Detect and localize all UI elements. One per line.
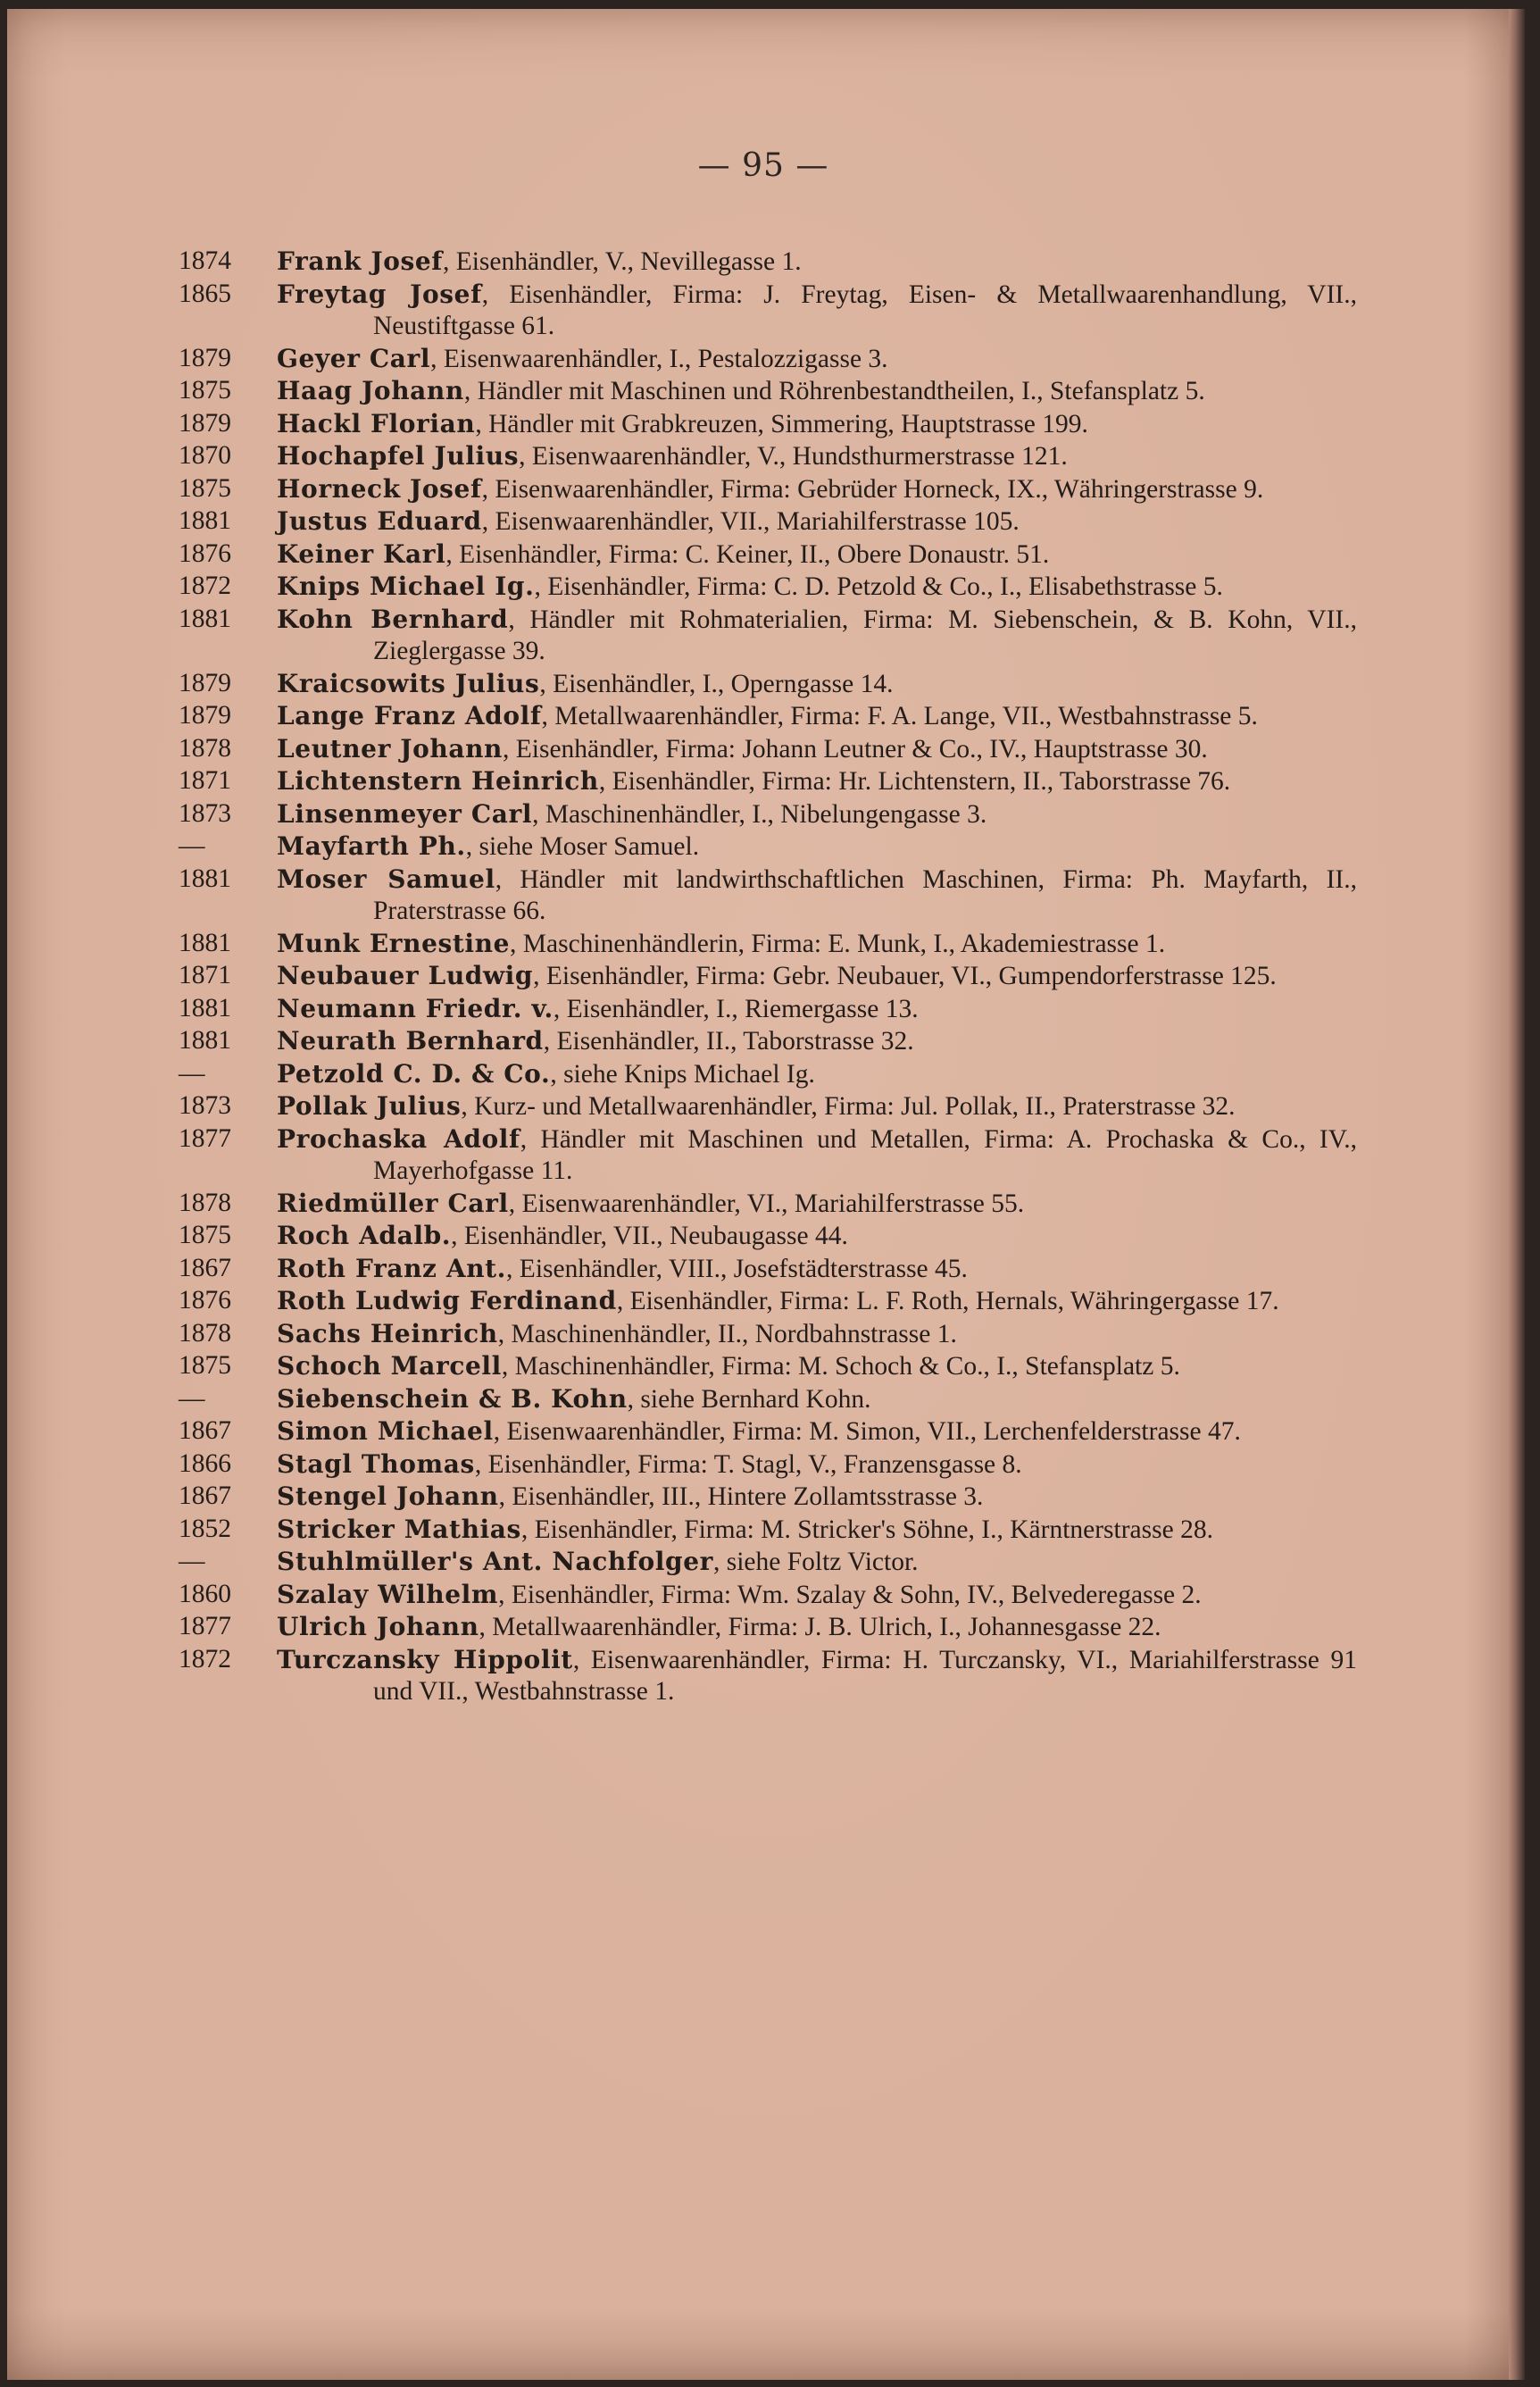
entry-year: 1881 <box>179 1026 231 1055</box>
entry-description: , Maschinenhändler, II., Nordbahnstrasse 1. <box>497 1319 957 1348</box>
entry-name: Horneck Josef <box>277 473 482 504</box>
entry-description: , Eisenhändler, Firma: Wm. Szalay & Sohn, IV., Belvederegasse 2. <box>498 1580 1202 1609</box>
directory-entry <box>179 928 1357 961</box>
entry-name: Lange Franz Adolf <box>277 701 542 730</box>
entry-name: Hackl Florian <box>277 408 476 438</box>
directory-entry <box>179 1481 1357 1514</box>
entry-name: Pollak Julius <box>277 1091 462 1121</box>
entry-text <box>277 1058 1357 1091</box>
directory-entry <box>179 733 1357 766</box>
entry-text <box>277 505 1357 538</box>
entry-description: , Händler mit Rohmaterialien, Firma: M. Siebenschein, & B. Kohn, VII., Zieglergasse 39. <box>373 605 1357 665</box>
directory-entry <box>179 864 1357 928</box>
entry-description: , Eisenhändler, I., Operngasse 14. <box>539 669 894 698</box>
entry-year: 1871 <box>179 961 231 989</box>
entry-year: 1876 <box>179 538 231 568</box>
entry-description: , Eisenwaarenhändler, Firma: M. Simon, VII., Lerchenfelderstrasse 47. <box>493 1417 1241 1446</box>
entry-text <box>277 343 1357 376</box>
entry-description: , Maschinenhändler, I., Nibelungengasse 3. <box>532 799 987 829</box>
entry-text <box>277 1350 1357 1383</box>
entry-year: 1878 <box>179 1188 231 1217</box>
entry-name: Kraicsowits Julius <box>277 668 540 698</box>
directory-entry <box>179 246 1357 279</box>
entry-year: 1852 <box>179 1514 231 1543</box>
entry-year: 1881 <box>179 993 231 1022</box>
entry-name: Keiner Karl <box>277 538 446 569</box>
entry-description: , siehe Bernhard Kohn. <box>627 1384 871 1414</box>
entry-text <box>277 1448 1357 1481</box>
entry-year: 1881 <box>179 604 231 633</box>
entry-description: , Eisenwaarenhändler, I., Pestalozzigasse 3. <box>430 344 888 373</box>
entry-description: , Maschinenhändlerin, Firma: E. Munk, I., Akademiestrasse 1. <box>510 929 1166 958</box>
entry-year: 1876 <box>179 1286 231 1315</box>
entry-year: 1877 <box>179 1612 231 1640</box>
entry-description: , Eisenwaarenhändler, VII., Mariahilferstrasse 105. <box>481 507 1020 536</box>
directory-entry <box>179 408 1357 441</box>
entry-text <box>277 1644 1357 1708</box>
entry-description: , Eisenhändler, II., Taborstrasse 32. <box>543 1027 914 1056</box>
entry-text <box>277 1546 1357 1579</box>
entry-name: Haag Johann <box>277 376 464 405</box>
directory-entry <box>179 1514 1357 1547</box>
entry-description: , Eisenhändler, Firma: Johann Leutner & Co., IV., Hauptstrasse 30. <box>503 734 1208 764</box>
directory-entry <box>179 505 1357 538</box>
entry-text <box>277 408 1357 441</box>
directory-entry <box>179 571 1357 604</box>
entry-description: , Eisenwaarenhändler, Firma: H. Turczansky, VI., Mariahilferstrasse 91 und VII., Westbahnstrasse 1. <box>373 1645 1357 1706</box>
directory-entry <box>179 830 1357 864</box>
entry-text <box>277 700 1357 733</box>
entry-text <box>277 440 1357 473</box>
entry-text <box>277 1220 1357 1253</box>
entry-name: Stricker Mathias <box>277 1514 521 1544</box>
entry-name: Stagl Thomas <box>277 1448 475 1479</box>
directory-list <box>179 246 1357 1708</box>
entry-year: 1879 <box>179 701 231 730</box>
entry-description: , Eisenhändler, III., Hintere Zollamtsstrasse 3. <box>498 1482 984 1511</box>
entry-description: , siehe Knips Michael Ig. <box>550 1059 815 1089</box>
entry-year: 1874 <box>179 246 231 275</box>
directory-entry <box>179 1188 1357 1221</box>
entry-description: , Eisenhändler, VIII., Josefstädterstrasse 45. <box>506 1254 968 1283</box>
entry-name: Schoch Marcell <box>277 1351 502 1381</box>
entry-year: 1875 <box>179 1221 231 1249</box>
directory-entry <box>179 1546 1357 1579</box>
directory-entry <box>179 279 1357 343</box>
page-number: — 95 — <box>697 147 829 184</box>
entry-text <box>277 1481 1357 1514</box>
entry-year: 1860 <box>179 1579 231 1608</box>
entry-name: Neurath Bernhard <box>277 1026 544 1056</box>
entry-description: , Eisenhändler, Firma: C. Keiner, II., Obere Donaustr. 51. <box>445 539 1050 569</box>
directory-entry <box>179 538 1357 572</box>
entry-year: 1870 <box>179 441 231 470</box>
entry-description: , Maschinenhändler, Firma: M. Schoch & Co., I., Stefansplatz 5. <box>501 1352 1180 1381</box>
directory-entry <box>179 473 1357 506</box>
entry-text <box>277 993 1357 1026</box>
entry-name: Leutner Johann <box>277 733 504 764</box>
directory-entry <box>179 1611 1357 1644</box>
entry-description: , Händler mit Maschinen und Röhrenbestandtheilen, I., Stefansplatz 5. <box>463 377 1205 405</box>
entry-name: Roth Franz Ant. <box>277 1253 507 1283</box>
entry-text <box>277 765 1357 798</box>
entry-name: Neumann Friedr. v. <box>277 993 554 1023</box>
entry-text <box>277 1123 1357 1188</box>
entry-year: 1881 <box>179 506 231 535</box>
entry-year: 1881 <box>179 928 231 957</box>
entry-text <box>277 571 1357 604</box>
entry-name: Stengel Johann <box>277 1481 499 1511</box>
directory-entry <box>179 765 1357 798</box>
entry-name: Roth Ludwig Ferdinand <box>277 1286 617 1315</box>
directory-entry <box>179 1123 1357 1188</box>
entry-description: , Eisenhändler, Firma: Hr. Lichtenstern, II., Taborstrasse 76. <box>598 767 1231 796</box>
entry-text <box>277 1383 1357 1416</box>
entry-description: , Eisenhändler, Firma: L. F. Roth, Hernals, Währingergasse 17. <box>616 1287 1279 1315</box>
entry-year: 1872 <box>179 572 231 600</box>
entry-year: 1865 <box>179 279 231 308</box>
entry-text <box>277 928 1357 961</box>
directory-entry <box>179 1415 1357 1448</box>
entry-name: Munk Ernestine <box>277 928 511 958</box>
entry-year: — <box>179 1547 205 1575</box>
entry-year: 1866 <box>179 1448 231 1478</box>
directory-entry <box>179 668 1357 701</box>
entry-name: Freytag Josef <box>277 279 482 309</box>
directory-entry <box>179 1025 1357 1058</box>
entry-name: Linsenmeyer Carl <box>277 798 533 829</box>
directory-entry <box>179 1644 1357 1708</box>
entry-description: , Eisenhändler, Firma: Gebr. Neubauer, VI., Gumpendorferstrasse 125. <box>533 962 1277 990</box>
entry-text <box>277 538 1357 572</box>
entry-text <box>277 1188 1357 1221</box>
directory-entry <box>179 604 1357 668</box>
directory-entry <box>179 1253 1357 1286</box>
entry-description: , Händler mit landwirthschaftlichen Maschinen, Firma: Ph. Mayfarth, II., Praterstrasse 66. <box>373 864 1357 925</box>
entry-year: 1872 <box>179 1644 231 1673</box>
directory-entry <box>179 993 1357 1026</box>
entry-name: Mayfarth Ph. <box>277 831 466 861</box>
entry-year: 1873 <box>179 798 231 828</box>
directory-entry <box>179 1058 1357 1091</box>
entry-name: Petzold C. D. & Co. <box>277 1058 551 1089</box>
entry-description: , Kurz- und Metallwaarenhändler, Firma: Jul. Pollak, II., Praterstrasse 32. <box>461 1092 1236 1121</box>
entry-description: , Eisenhändler, Firma: T. Stagl, V., Franzensgasse 8. <box>474 1449 1022 1479</box>
entry-text <box>277 798 1357 831</box>
entry-description: , Eisenwaarenhändler, V., Hundsthurmerstrasse 121. <box>519 442 1068 471</box>
entry-description: , Händler mit Grabkreuzen, Simmering, Hauptstrasse 199. <box>475 409 1088 438</box>
entry-name: Siebenschein & B. Kohn <box>277 1383 628 1414</box>
entry-text <box>277 960 1357 993</box>
entry-year: 1867 <box>179 1481 231 1510</box>
entry-text <box>277 1415 1357 1448</box>
entry-text <box>277 473 1357 506</box>
entry-name: Stuhlmüller's Ant. Nachfolger <box>277 1547 713 1576</box>
entry-text <box>277 830 1357 864</box>
entry-year: 1879 <box>179 668 231 697</box>
entry-name: Szalay Wilhelm <box>277 1579 499 1609</box>
entry-description: , Eisenhändler, Firma: J. Freytag, Eisen- & Metallwaarenhandlung, VII., Neustiftgasse 61. <box>373 280 1357 340</box>
entry-year: 1877 <box>179 1123 231 1153</box>
entry-name: Prochaska Adolf <box>277 1123 520 1154</box>
entry-name: Sachs Heinrich <box>277 1318 498 1348</box>
directory-entry <box>179 1383 1357 1416</box>
directory-entry <box>179 343 1357 376</box>
entry-description: , Eisenhändler, V., Nevillegasse 1. <box>442 247 802 276</box>
entry-year: 1878 <box>179 1318 231 1348</box>
entry-text <box>277 1514 1357 1547</box>
entry-text <box>277 1318 1357 1351</box>
entry-description: , Händler mit Maschinen und Metallen, Firma: A. Prochaska & Co., IV., Mayerhofgasse 11. <box>373 1124 1357 1185</box>
entry-description: , Eisenwaarenhändler, Firma: Gebrüder Horneck, IX., Währingerstrasse 9. <box>481 474 1264 504</box>
book-spine-shadow <box>1509 9 1525 2380</box>
entry-year: 1871 <box>179 766 231 795</box>
entry-text <box>277 279 1357 343</box>
entry-description: , Eisenhändler, I., Riemergasse 13. <box>553 994 919 1023</box>
entry-text <box>277 733 1357 766</box>
entry-year: 1867 <box>179 1253 231 1282</box>
entry-text <box>277 1025 1357 1058</box>
directory-entry <box>179 960 1357 993</box>
entry-description: , Eisenwaarenhändler, VI., Mariahilferstrasse 55. <box>508 1189 1025 1218</box>
entry-description: , Metallwaarenhändler, Firma: F. A. Lange, VII., Westbahnstrasse 5. <box>541 702 1258 730</box>
entry-year: — <box>179 831 205 860</box>
entry-year: 1873 <box>179 1091 231 1120</box>
entry-name: Frank Josef <box>277 246 443 276</box>
entry-year: 1878 <box>179 733 231 763</box>
entry-description: , siehe Moser Samuel. <box>465 832 700 861</box>
directory-entry <box>179 1579 1357 1612</box>
directory-entry <box>179 700 1357 733</box>
entry-year: 1879 <box>179 343 231 372</box>
entry-text <box>277 1090 1357 1123</box>
entry-name: Turczansky Hippolit <box>277 1644 573 1674</box>
directory-entry <box>179 375 1357 408</box>
directory-entry <box>179 1090 1357 1123</box>
directory-entry <box>179 1285 1357 1318</box>
entry-name: Justus Eduard <box>277 506 482 536</box>
entry-name: Ulrich Johann <box>277 1612 479 1641</box>
entry-name: Hochapfel Julius <box>277 441 520 471</box>
entry-name: Geyer Carl <box>277 343 431 373</box>
entry-name: Moser Samuel <box>277 864 495 894</box>
entry-name: Kohn Bernhard <box>277 604 509 634</box>
entry-text <box>277 246 1357 279</box>
entry-text <box>277 864 1357 928</box>
entry-name: Lichtenstern Heinrich <box>277 766 599 796</box>
entry-name: Simon Michael <box>277 1416 494 1446</box>
entry-year: 1875 <box>179 376 231 405</box>
directory-entry <box>179 1220 1357 1253</box>
entry-name: Neubauer Ludwig <box>277 961 534 990</box>
entry-description: , Metallwaarenhändler, Firma: J. B. Ulrich, I., Johannesgasse 22. <box>479 1613 1161 1641</box>
entry-name: Roch Adalb. <box>277 1221 452 1250</box>
entry-text <box>277 1579 1357 1612</box>
entry-name: Knips Michael Ig. <box>277 572 535 601</box>
entry-year: 1881 <box>179 864 231 893</box>
directory-entry <box>179 1318 1357 1351</box>
entry-description: , Eisenhändler, VII., Neubaugasse 44. <box>451 1222 848 1250</box>
entry-text <box>277 1285 1357 1318</box>
directory-entry <box>179 1350 1357 1383</box>
entry-text <box>277 1253 1357 1286</box>
entry-year: 1867 <box>179 1416 231 1445</box>
entry-text <box>277 1611 1357 1644</box>
directory-entry <box>179 798 1357 831</box>
entry-description: , siehe Foltz Victor. <box>712 1548 919 1576</box>
directory-entry <box>179 1448 1357 1481</box>
directory-entry <box>179 440 1357 473</box>
entry-year: — <box>179 1383 205 1413</box>
entry-year: — <box>179 1058 205 1088</box>
entry-year: 1875 <box>179 1351 231 1380</box>
entry-text <box>277 668 1357 701</box>
entry-year: 1879 <box>179 408 231 438</box>
entry-name: Riedmüller Carl <box>277 1188 509 1218</box>
entry-year: 1875 <box>179 473 231 503</box>
entry-description: , Eisenhändler, Firma: M. Stricker's Söhne, I., Kärntnerstrasse 28. <box>520 1515 1213 1544</box>
entry-description: , Eisenhändler, Firma: C. D. Petzold & Co., I., Elisabethstrasse 5. <box>534 572 1223 601</box>
entry-text <box>277 604 1357 668</box>
entry-text <box>277 375 1357 408</box>
